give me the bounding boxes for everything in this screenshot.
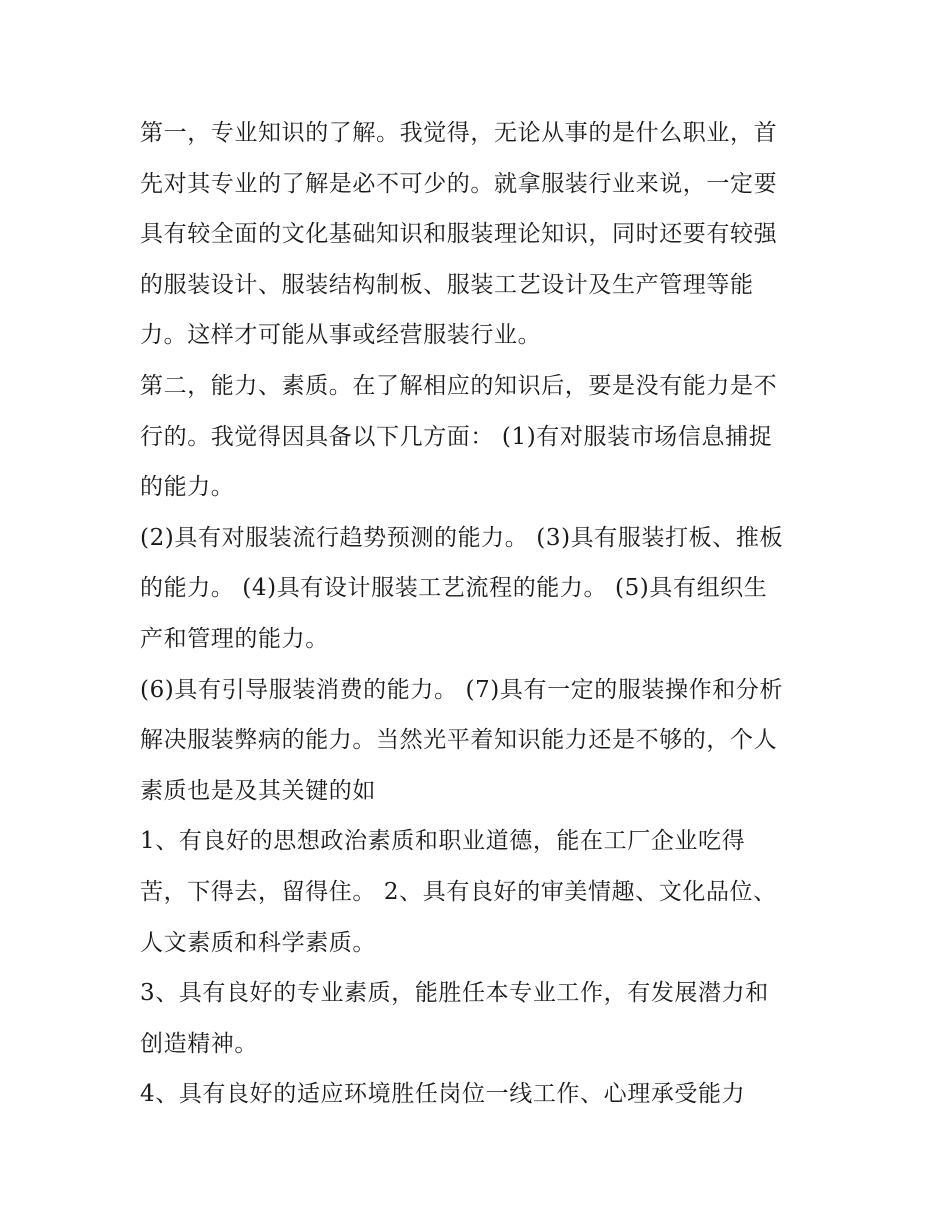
text-line: 先对其专业的了解是必不可少的。就拿服装行业来说，一定要 [140, 170, 778, 197]
text-line: 1、有良好的思想政治素质和职业道德，能在工厂企业吃得 [140, 828, 746, 855]
text-line: 第二，能力、素质。在了解相应的知识后，要是没有能力是不 [140, 372, 778, 399]
text-line: (2)具有对服装流行趋势预测的能力。 (3)具有服装打板、推板 [140, 524, 784, 551]
text-line: 具有较全面的文化基础知识和服装理论知识，同时还要有较强 [140, 221, 778, 248]
body-text [140, 108, 820, 1120]
text-line: 的服装设计、服装结构制板、服装工艺设计及生产管理等能 [140, 271, 754, 298]
text-line: 力。这样才可能从事或经营服装行业。 [140, 322, 542, 349]
text-line: 行的。我觉得因具备以下几方面： (1)有对服装市场信息捕捉 [140, 423, 773, 450]
text-line: 的能力。 [140, 474, 235, 501]
text-line: 的能力。 (4)具有设计服装工艺流程的能力。 (5)具有组织生 [140, 575, 768, 602]
text-line: 苦，下得去，留得住。 2、具有良好的审美情趣、文化品位、 [140, 878, 777, 905]
text-line: 产和管理的能力。 [140, 625, 329, 652]
text-line: 第一，专业知识的了解。我觉得，无论从事的是什么职业，首 [140, 120, 778, 146]
text-line: 创造精神。 [140, 1030, 258, 1057]
text-line: (6)具有引导服装消费的能力。 (7)具有一定的服装操作和分析 [140, 676, 784, 703]
text-line: 3、具有良好的专业素质，能胜任本专业工作，有发展潜力和 [140, 980, 769, 1007]
text-line: 解决服装弊病的能力。当然光平着知识能力还是不够的，个人 [140, 727, 778, 754]
text-line: 人文素质和科学素质。 [140, 929, 376, 956]
text-line: 素质也是及其关键的如 [140, 777, 376, 804]
text-line: 4、具有良好的适应环境胜任岗位一线工作、心理承受能力 [140, 1081, 746, 1108]
